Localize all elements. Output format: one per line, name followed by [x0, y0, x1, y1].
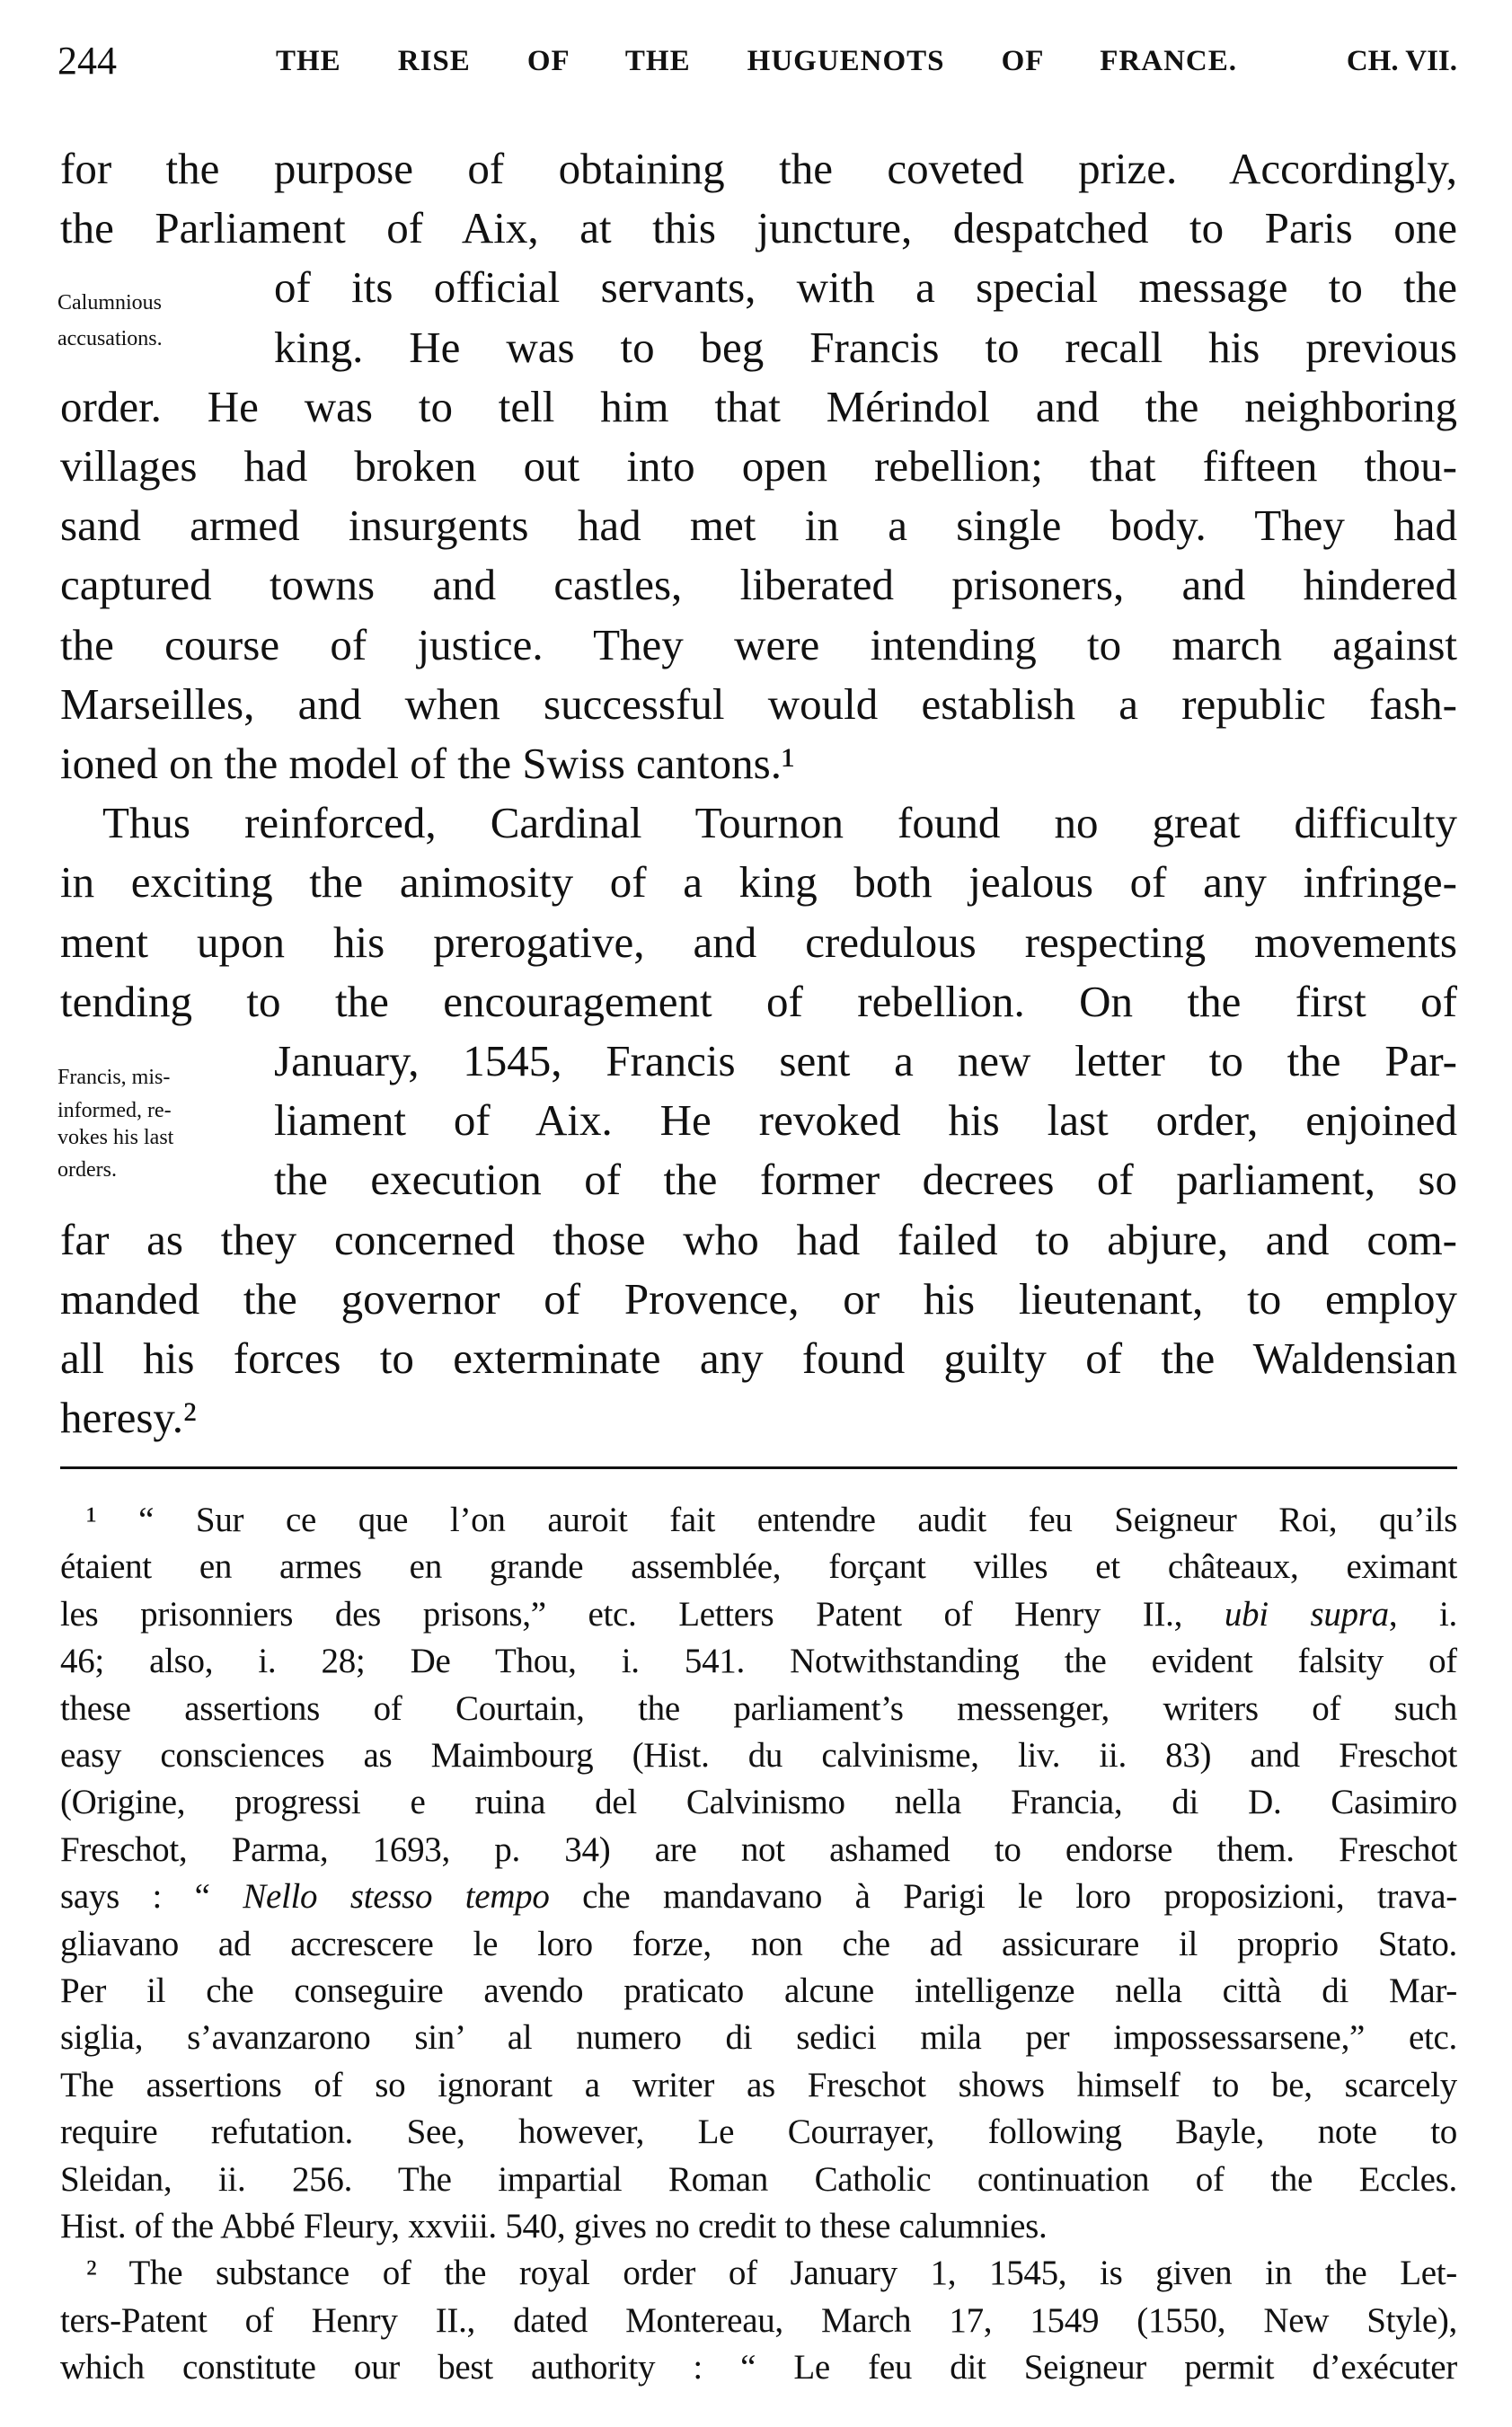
margin-note-line: orders. — [57, 1158, 117, 1182]
text-segment: gliavano ad accrescere le loro forze, non che ad assicurare il proprio Stato. — [60, 1924, 1457, 1963]
chapter-label: CH. VII. — [1346, 45, 1457, 77]
text-segment: which constitute our best authority : “ Le feu dit Seigneur permit d’exécuter — [60, 2348, 1457, 2387]
text-segment: siglia, s’avanzarono sin’ al numero di sedici mila per impossessarsene,” etc. — [60, 2018, 1457, 2058]
text-segment: require refutation. See, however, Le Courrayer, following Bayle, note to — [60, 2113, 1457, 2152]
body-line: for the purpose of obtaining the coveted prize. Accordingly, — [60, 144, 1457, 193]
footnote-line — [60, 1638, 1457, 1685]
footnote-line — [60, 1779, 1457, 1826]
body-line: heresy.² — [60, 1393, 197, 1443]
footnote-line — [60, 2203, 1457, 2250]
footnote-line — [60, 2109, 1457, 2156]
body-line: ment upon his prerogative, and credulous respecting movements — [60, 917, 1457, 967]
footnote-line — [60, 1732, 1457, 1779]
body-line: order. He was to tell him that Mérindol and the neighboring — [60, 381, 1457, 431]
margin-note-line: vokes his last — [57, 1126, 174, 1149]
text-segment: Per il che conseguire avendo praticato alcune intelligenze nella città di Mar- — [60, 1971, 1457, 2010]
body-line: villages had broken out into open rebellion; that fifteen thou- — [60, 441, 1457, 491]
footnote-line — [60, 1686, 1457, 1732]
footnote-line — [60, 1921, 1457, 1968]
page-number: 244 — [57, 39, 117, 83]
body-line: ioned on the model of the Swiss cantons.¹ — [60, 739, 795, 788]
running-title: THE RISE OF THE HUGUENOTS OF FRANCE. — [276, 45, 1237, 77]
body-line: Thus reinforced, Cardinal Tournon found no great difficulty — [102, 798, 1457, 848]
footnote-line — [60, 2298, 1457, 2344]
margin-note-line: Francis, mis- — [57, 1066, 171, 1089]
body-line: the execution of the former decrees of parliament, so — [274, 1155, 1457, 1205]
italic-text: ubi supra — [1224, 1594, 1389, 1634]
body-line: of its official servants, with a special message to the — [274, 262, 1457, 313]
body-line: the Parliament of Aix, at this juncture, despatched to Paris one — [60, 203, 1457, 253]
margin-note-line: Calumnious — [57, 291, 163, 314]
body-line: in exciting the animosity of a king both jealous of any infringe- — [60, 857, 1457, 908]
text-segment: étaient en armes en grande assemblée, forçant villes et châteaux, eximant — [60, 1547, 1457, 1587]
text-segment: these assertions of Courtain, the parliament’s messenger, writers of such — [60, 1688, 1457, 1728]
footnote-line — [60, 1873, 1457, 1920]
body-line: captured towns and castles, liberated prisoners, and hindered — [60, 560, 1457, 610]
body-line: manded the governor of Provence, or his lieutenant, to employ — [60, 1273, 1457, 1324]
text-segment: les prisonniers des prisons,” etc. Letters Patent of Henry II., — [60, 1594, 1225, 1634]
footnote-line — [60, 1544, 1457, 1590]
footnote-line — [60, 1591, 1457, 1638]
margin-note-line: accusations. — [57, 327, 163, 350]
text-segment: ² The substance of the royal order of January 1, 1545, is given in the Let- — [86, 2254, 1457, 2293]
text-segment: Hist. of the Abbé Fleury, xxviii. 540, gives no credit to these calumnies. — [60, 2207, 1048, 2245]
margin-note-line: informed, re- — [57, 1099, 172, 1122]
body-line: far as they concerned those who had failed to abjure, and com- — [60, 1214, 1457, 1264]
body-line: king. He was to beg Francis to recall his previous — [274, 322, 1457, 372]
footnote-line — [86, 1497, 1457, 1544]
italic-text: Nello stesso tempo — [243, 1877, 550, 1917]
text-segment: Sleidan, ii. 256. The impartial Roman Catholic continuation of the Eccles. — [60, 2159, 1457, 2199]
footnote-line — [60, 1968, 1457, 2015]
text-segment: , i. — [1388, 1594, 1457, 1634]
body-line: tending to the encouragement of rebellion. On the first of — [60, 976, 1457, 1026]
footnote-line — [60, 1827, 1457, 1873]
footnote-rule — [60, 1466, 1457, 1469]
footnote-line — [60, 2157, 1457, 2203]
text-segment: says : “ — [60, 1877, 243, 1917]
body-line: the course of justice. They were intending to march against — [60, 619, 1457, 669]
text-segment: easy consciences as Maimbourg (Hist. du calvinisme, liv. ii. 83) and Freschot — [60, 1736, 1457, 1775]
body-line: Marseilles, and when successful would establish a republic fash- — [60, 678, 1457, 729]
text-segment: (Origine, progressi e ruina del Calvinismo nella Francia, di D. Casimiro — [60, 1783, 1457, 1822]
body-line: all his forces to exterminate any found guilty of the Waldensian — [60, 1333, 1457, 1383]
body-line: sand armed insurgents had met in a single body. They had — [60, 500, 1457, 551]
text-segment: che mandavano à Parigi le loro proposizioni, trava- — [549, 1877, 1457, 1917]
footnote-line — [60, 2062, 1457, 2109]
footnote-line — [60, 2015, 1457, 2061]
text-segment: Freschot, Parma, 1693, p. 34) are not ashamed to endorse them. Freschot — [60, 1829, 1457, 1869]
text-segment: ters-Patent of Henry II., dated Montereau, March 17, 1549 (1550, New Style), — [60, 2300, 1457, 2340]
text-segment: ¹ “ Sur ce que l’on auroit fait entendre audit feu Seigneur Roi, qu’ils — [86, 1501, 1457, 1539]
text-segment: 46; also, i. 28; De Thou, i. 541. Notwithstanding the evident falsity of — [60, 1642, 1457, 1681]
footnote-line — [86, 2250, 1457, 2297]
footnote-line — [60, 2344, 1457, 2391]
body-line: liament of Aix. He revoked his last order, enjoined — [274, 1095, 1457, 1146]
text-segment: The assertions of so ignorant a writer as Freschot shows himself to be, scarcely — [60, 2065, 1457, 2104]
body-line: January, 1545, Francis sent a new letter to the Par- — [274, 1036, 1457, 1085]
